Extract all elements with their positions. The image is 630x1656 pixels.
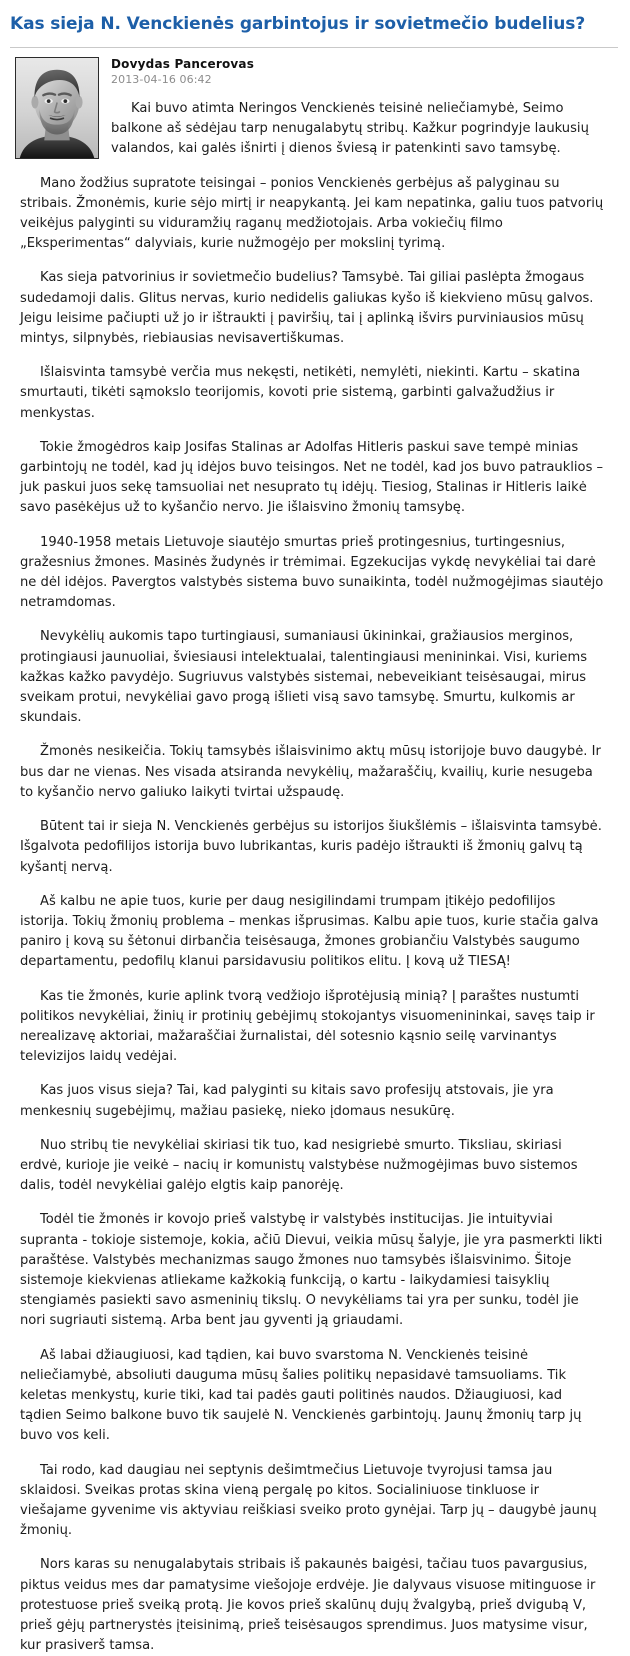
article-paragraph: Mano žodžius supratote teisingai – ponios Venckienės gerbėjus aš palyginau su stribais. Žmonėmis, kurie sėjo mirtį ir neapykantą. Jei kam nepatinka, galiu tuos patvorių veikėjus palyginti su viduramžių raganų medžiotojais. Arba vokiečių filmo „Eksperimentas“ dalyviais, kurie nužmogėjo per mokslinį tyrimą. <box>20 175 604 252</box>
article-paragraph: Išlaisvinta tamsybė verčia mus nekęsti, netikėti, nemylėti, niekinti. Kartu – skatina smurtauti, tikėti sąmokslo teorijomis, kovoti prie sistemą, garbinti galvažudžius ir menkystas. <box>20 365 581 421</box>
article-body <box>0 99 630 1656</box>
article-paragraph: Aš kalbu ne apie tuos, kurie per daug nesigilindami trumpam įtikėjo pedofilijos istorija. Tokių žmonių problema – menkas išprusimas. Kalbu apie tuos, kurie stačia galva paniro į kovą su šėtonui dirbančia teisėsauga, žmones grobiančiu Valstybės saugumo departamentu, pedofilų klanui parsidavusiu politikos elitu. Į kovą už TIESĄ! <box>20 893 599 970</box>
article-paragraph: Aš labai džiaugiuosi, kad tądien, kai buvo svarstoma N. Venckienės teisinė neliečiamybė, absoliuti dauguma mūsų šalies politikų nepasidavė tamsuoliams. Tik keletas menkystų, kurie tiki, kad tai padės gauti politinės naudos. Džiaugiuosi, kad tądien Seimo balkone buvo tik saujelė N. Venckienės garbintojų. Jaunų žmonių tarp jų buvo vos keli. <box>20 1347 582 1444</box>
article-paragraph: Nors karas su nenugalabytais stribais iš pakaunės baigėsi, tačiau tuos pavargusius, piktus veidus mes dar pamatysime viešojoje erdvėje. Jie dalyvaus visuose mitinguose ir protestuose prieš sveiką protą. Jie kovos prieš skalūnų dujų žvalgybą, prieš dvigubą V, prieš gėjų partnerystės įteisinimą, prieš teisėsaugos sprendimus. Juos matysime visur, kur prasiverš tamsa. <box>20 1557 596 1654</box>
article-paragraph: Tai rodo, kad daugiau nei septynis dešimtmečius Lietuvoje tvyrojusi tamsa jau sklaidosi. Sveikas protas skina vieną pergalę po kitos. Socialiniuose tinkluose ir viešajame gyvenime vis aktyviau reiškiasi sveiko proto gynėjai. Tarp jų – daugybė jaunų žmonių. <box>20 1462 597 1539</box>
article-paragraph: Nuo stribų tie nevykėliai skiriasi tik tuo, kad nesigriebė smurto. Tiksliau, skiriasi erdvė, kurioje jie veikė – nacių ir komunistų valstybėse nužmogėjimas buvo sistemos dalis, todėl nevykėliai galėjo elgtis kaip panorėję. <box>20 1137 578 1194</box>
article-paragraph: Tokie žmogėdros kaip Josifas Stalinas ar Adolfas Hitleris paskui save tempė minias garbintojų ne todėl, kad jų idėjos buvo teisingos. Net ne todėl, kad jos buvo patrauklios – juk paskui juos sekę tamsuoliai net nesuprato tų idėjų. Tiesiog, Stalinas ir Hitleris laikė savo pasėkėjus už to kyšančio nervo. Jie išlaisvino žmonių tamsybę. <box>20 439 604 516</box>
article-paragraph: Kas sieja patvorinius ir sovietmečio budelius? Tamsybė. Tai giliai paslėpta žmogaus sudedamoji dalis. Glitus nervas, kurio nedidelis galiukas kyšo iš kiekvieno mūsų galvos. Jeigu leisime pačiupti už jo ir ištraukti į paviršių, tai į aplinką išvirs purviniausios mūsų mintys, silpnybės, riebiausias nevisavertiškumas. <box>20 270 594 347</box>
article-paragraph: Kas juos visus sieja? Tai, kad palyginti su kitais savo profesijų atstovais, jie yra menkesnių sugebėjimų, mažiau pasiekę, nieko įdomaus nesukūrę. <box>20 1083 554 1119</box>
byline-block <box>0 48 630 1656</box>
author-name: Dovydas Pancerovas <box>111 57 255 71</box>
article-paragraph: Todėl tie žmonės ir kovojo prieš valstybę ir valstybės institucijas. Jie intuityviai supranta - tokioje sistemoje, kokia, ačiū Dievui, veikia mūsų šalyje, jie yra pasmerkti likti paraštėse. Valstybės mechanizmas saugo žmones nuo tamsybės išlaisvinimo. Šitoje sistemoje kiekvienas atliekame kažkokią funkciją, o kartu - laikydamiesi taisyklių stengiamės pasiekti savo asmeninių tikslų. O nevykėliams tai yra per sunku, todėl jie nori sugriauti sistemą. Arba bent jau gyventi ją griaudami. <box>20 1212 603 1329</box>
article-paragraph: Žmonės nesikeičia. Tokių tamsybės išlaisvinimo aktų mūsų istorijoje buvo daugybė. Ir bus dar ne vienas. Nes visada atsiranda nevykėlių, mažaraščių, kvailių, kurie nesugeba to kyšančio nervo galiuko laikyti tvirtai užspaudę. <box>20 744 601 800</box>
publish-timestamp: 2013-04-16 06:42 <box>111 73 212 86</box>
author-portrait-photo <box>15 57 99 159</box>
article-paragraph: Nevykėlių aukomis tapo turtingiausi, sumaniausi ūkininkai, gražiausios merginos, protingiausi jaunuoliai, šviesiausi intelektualai, talentingiausi menininkai. Visi, kuriems kažkas kažko pavydėjo. Sugriuvus valstybės sistemai, nebeveikiant teisėsaugai, mirus sveikam protui, nevykėliai gavo progą išlieti visą savo tamsybę. Smurtu, kulkomis ar skundais. <box>20 629 588 726</box>
article-paragraph: Kai buvo atimta Neringos Venckienės teisinė neliečiamybė, Seimo balkone aš sėdėjau tarp nenugalabytų stribų. Kažkur pogrindyje laukusių valandos, kai galės išnirti į dienos šviesą ir patenkinti savo tamsybę. <box>111 101 589 157</box>
article-paragraph: Būtent tai ir sieja N. Venckienės gerbėjus su istorijos šiukšlėmis – išlaisvinta tamsybė. Išgalvota pedofilijos istorija buvo lubrikantas, kuris padėjo ištraukti iš žmonių galvų tą kyšantį nervą. <box>20 819 602 875</box>
article-paragraph: Kas tie žmonės, kurie aplink tvorą vedžiojo išprotėjusią minią? Į paraštes nustumti politikos nevykėliai, žinių ir protinių gebėjimų stokojantys visuomenininkai, savęs taip ir nerealizavę aktoriai, mažaraščiai žurnalistai, dėl sotesnio kąsnio seilę varvinantys televizijos laidų vedėjai. <box>20 988 595 1065</box>
portrait-icon <box>16 58 98 158</box>
page-title: Kas sieja N. Venckienės garbintojus ir sovietmečio budelius? <box>10 14 586 34</box>
byline-text <box>111 57 630 87</box>
article-paragraph: 1940-1958 metais Lietuvoje siautėjo smurtas prieš protingesnius, turtingesnius, gražesnius žmones. Masinės žudynės ir trėmimai. Egzekucijas vykdę nevykėliai tai darė ne dėl idėjos. Pavergtos valstybės sistema buvo sunaikinta, todėl nužmogėjimas siautėjo netramdomas. <box>20 534 604 611</box>
